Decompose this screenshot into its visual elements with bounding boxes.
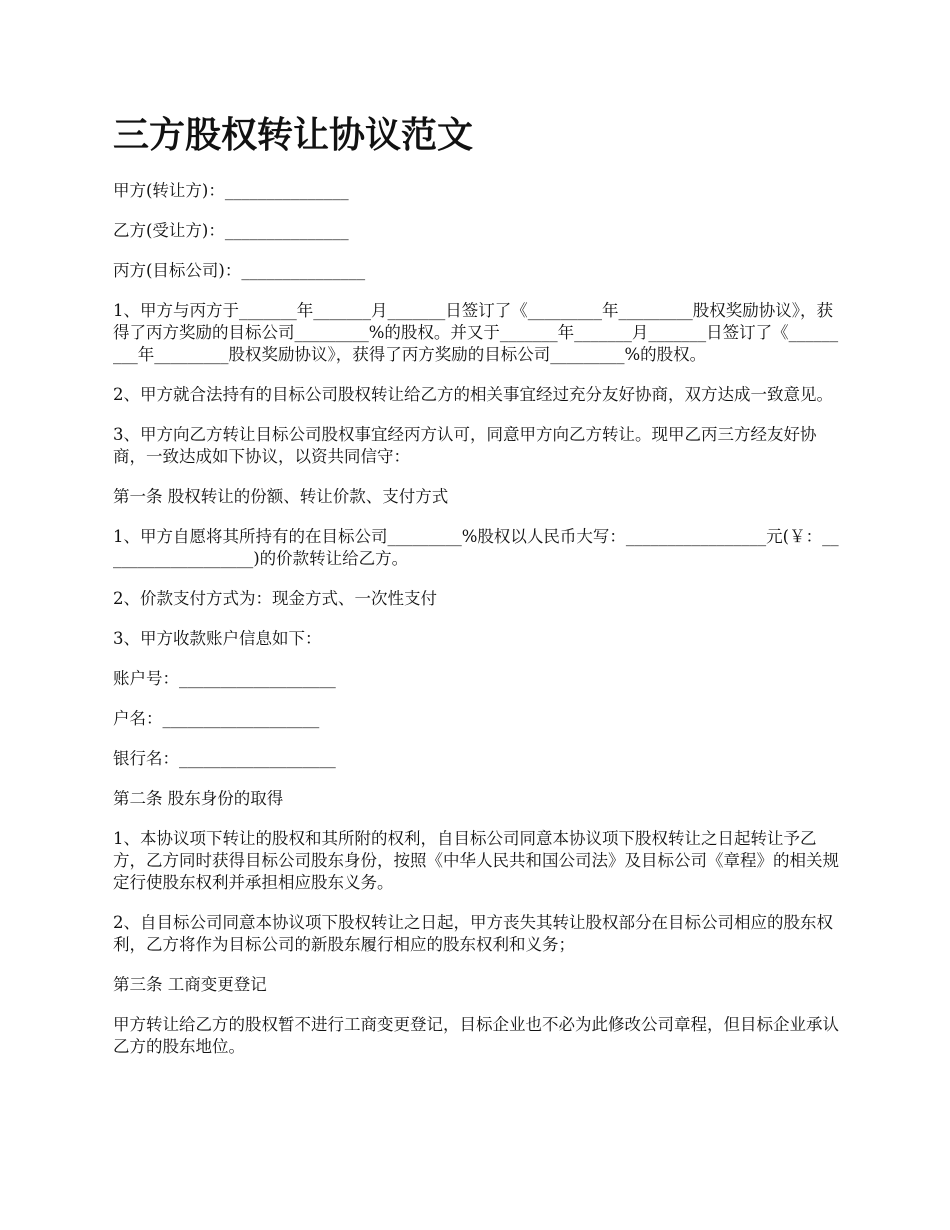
party-a-line: 甲方(转让方)：_______________ [113, 181, 349, 200]
recital-1: 1、甲方与丙方于_______年_______月_______日签订了《_________年_________股权奖励协议》，获得了丙方奖励的目标公司_________%的股权。并又于_______年_______月_______日签订了《_________年_________股权奖励协议》，获得了丙方奖励的目标公司_________%的股权。 [113, 301, 839, 364]
account-name-line: 户名：___________________ [113, 709, 320, 728]
article-2-clause-1: 1、本协议项下转让的股权和其所附的权利，自目标公司同意本协议项下股权转让之日起转让予乙方，乙方同时获得目标公司股东身份，按照《中华人民共和国公司法》及目标公司《章程》的相关规定行使股东权利并承担相应股东义务。 [113, 829, 839, 892]
recital-3: 3、甲方向乙方转让目标公司股权事宜经丙方认可，同意甲方向乙方转让。现甲乙丙三方经友好协商，一致达成如下协议，以资共同信守： [113, 425, 817, 466]
article-2-clause-2: 2、自目标公司同意本协议项下股权转让之日起，甲方丧失其转让股权部分在目标公司相应的股东权利，乙方将作为目标公司的新股东履行相应的股东权利和义务； [113, 913, 833, 954]
article-1-clause-2: 2、价款支付方式为：现金方式、一次性支付 [113, 589, 437, 608]
party-b-line: 乙方(受让方)：_______________ [113, 221, 349, 240]
party-c-line: 丙方(目标公司)：_______________ [113, 261, 366, 280]
recital-2: 2、甲方就合法持有的目标公司股权转让给乙方的相关事宜经过充分友好协商，双方达成一致意见。 [113, 385, 833, 404]
account-number-line: 账户号：___________________ [113, 669, 336, 688]
article-3-body: 甲方转让给乙方的股权暂不进行工商变更登记，目标企业也不必为此修改公司章程，但目标企业承认乙方的股东地位。 [113, 1015, 839, 1056]
article-2-heading: 第二条 股东身份的取得 [113, 789, 284, 808]
document-title: 三方股权转让协议范文 [113, 115, 474, 156]
document-page [113, 110, 840, 1076]
article-1-clause-1: 1、甲方自愿将其所持有的在目标公司_________%股权以人民币大写：_________________元(￥：___________________)的价款转让给乙方。 [113, 527, 839, 568]
article-3-heading: 第三条 工商变更登记 [113, 975, 267, 994]
article-1-heading: 第一条 股权转让的份额、转让价款、支付方式 [113, 487, 449, 506]
article-1-clause-3: 3、甲方收款账户信息如下： [113, 629, 322, 648]
bank-name-line: 银行名：___________________ [113, 749, 336, 768]
